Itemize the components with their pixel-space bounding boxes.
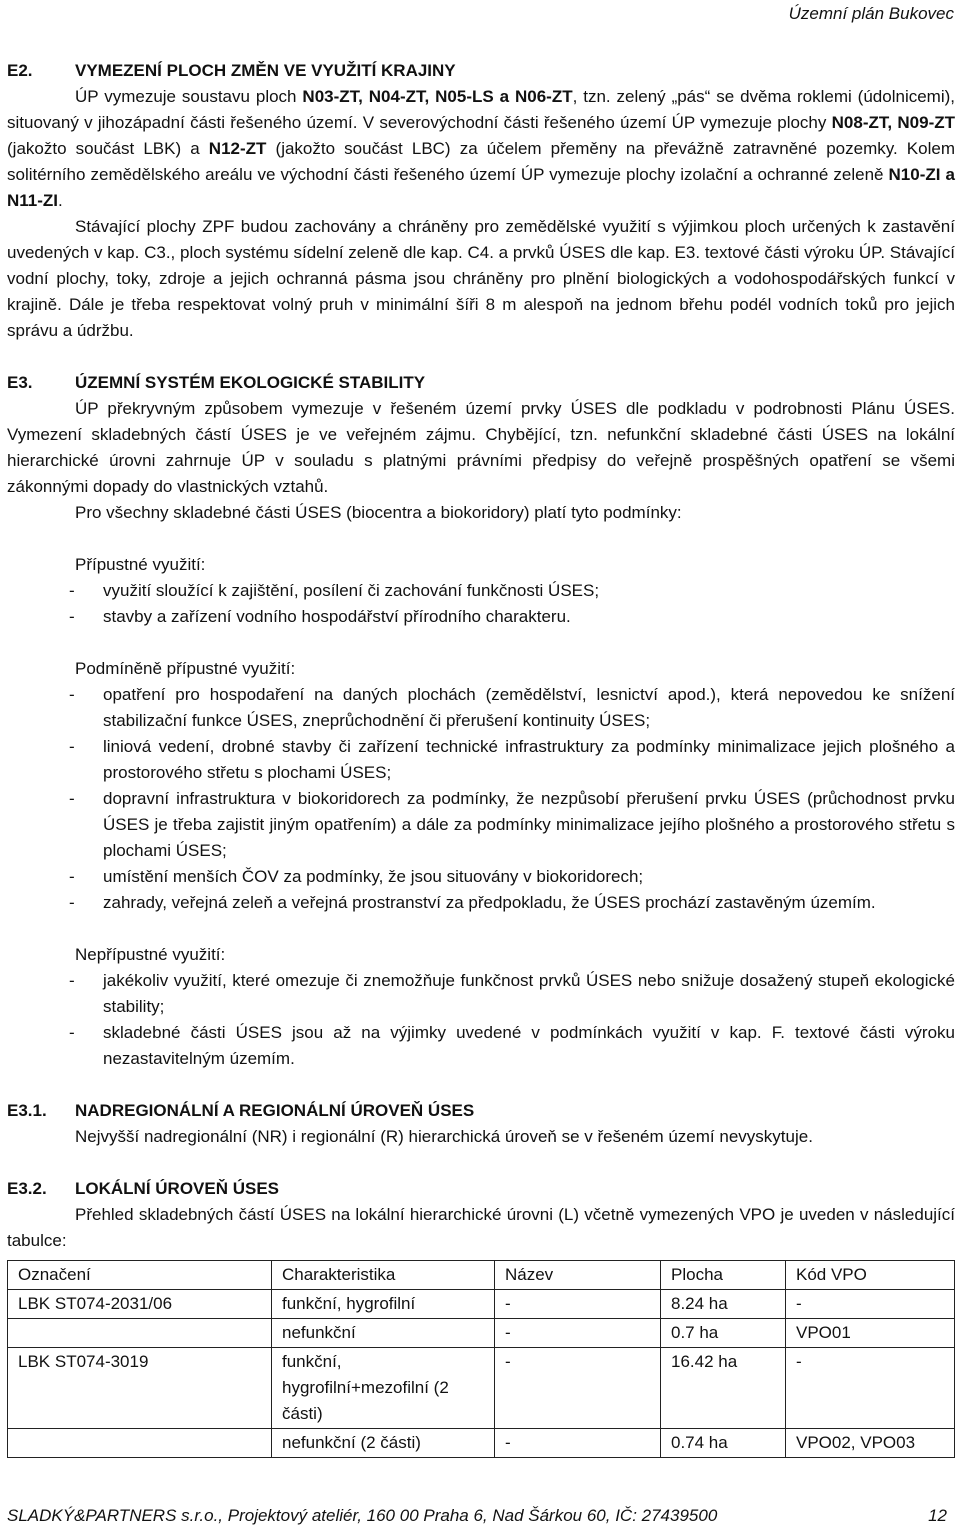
e2-paragraph-2: Stávající plochy ZPF budou zachovány a chráněny pro zemědělské využití s výjimkou ploch určených k zastavění uvedených v kap. C3., ploch systému sídelní zeleně dle kap. C4. a prvků ÚSES dle kap. E3. textové části výroku ÚP. Stávající vodní plochy, toky, zdroje a jejich ochranná pásma jsou chráněny pro plnění biologických a vodohospodářských funkcí v krajině. Dále je třeba respektovat volný pruh v minimální šíři 8 m alespoň na jednom břehu podél vodních toků pro jejich správu a údržbu.	[7, 217, 955, 340]
e31-paragraph: Nejvyšší nadregionální (NR) i regionální (R) hierarchická úroveň se v řešeném území nevyskytuje.	[75, 1127, 813, 1146]
table-cell: -	[786, 1348, 955, 1429]
table-cell: nefunkční	[272, 1319, 495, 1348]
bold-plot-codes: N03-ZT, N04-ZT, N05-LS a N06-ZT	[302, 87, 573, 106]
section-number: E3.2.	[7, 1179, 47, 1198]
section-heading-e32	[7, 1176, 955, 1202]
list-item: - skladebné části ÚSES jsou až na výjimky uvedené v podmínkách využití v kap. F. textové části výroku nezastavitelným územím.	[69, 1023, 955, 1068]
text-segment: , tzn. zelený „pás“ se dvěma roklemi (údolnicemi), situovaný v jihozápadní části řešeného území. V severovýchodní části řešeného území ÚP vymezuje plochy	[7, 87, 955, 132]
list-item: - opatření pro hospodaření na daných plochách (zemědělství, lesnictví apod.), která nepovedou ke snížení stabilizační funkce ÚSES, zneprůchodnění či přerušení kontinuity ÚSES;	[69, 685, 955, 730]
column-header: Charakteristika	[272, 1261, 495, 1290]
section-heading-e2	[7, 58, 955, 84]
section-number: E3.1.	[7, 1101, 47, 1120]
table-cell: -	[495, 1348, 661, 1429]
column-header: Kód VPO	[786, 1261, 955, 1290]
page-body	[7, 58, 955, 1458]
table-row	[8, 1290, 955, 1319]
list-item: - jakékoliv využití, které omezuje či znemožňuje funkčnost prvků ÚSES nebo snižuje dosažený stupeň ekologické stability;	[69, 971, 955, 1016]
bold-plot-codes: N08-ZT, N09-ZT	[831, 113, 955, 132]
text-segment: (jakožto součást LBC) za účelem přeměny na převážně zatravněné pozemky. Kolem solitérního zemědělského areálu ve východní části řešeného území ÚP vymezuje plochy izolační a ochranné zeleně	[7, 139, 955, 184]
table-cell: 8.24 ha	[661, 1290, 786, 1319]
table-cell: funkční, hygrofilní	[272, 1290, 495, 1319]
bold-plot-codes: N12-ZT	[208, 139, 267, 158]
section-title: LOKÁLNÍ ÚROVEŇ ÚSES	[75, 1179, 280, 1198]
column-header: Plocha	[661, 1261, 786, 1290]
e32-paragraph: Přehled skladebných částí ÚSES na lokální hierarchické úrovni (L) včetně vymezených VPO je uveden v následující tabulce:	[7, 1205, 955, 1250]
table-cell: 0.74 ha	[661, 1429, 786, 1458]
list-item: - zahrady, veřejná zeleň a veřejná prostranství za předpokladu, že ÚSES prochází zastavěným územím.	[69, 893, 876, 912]
table-cell: 16.42 ha	[661, 1348, 786, 1429]
table-cell: LBK ST074-3019	[8, 1348, 272, 1429]
section-heading-e31	[7, 1098, 955, 1124]
section-number: E2.	[7, 61, 33, 80]
footer-text: SLADKÝ&PARTNERS s.r.o., Projektový ateliér, 160 00 Praha 6, Nad Šárkou 60, IČ: 27439500	[7, 1506, 718, 1525]
e3-paragraph-2: Pro všechny skladebné části ÚSES (biocentra a biokoridory) platí tyto podmínky:	[75, 503, 682, 522]
list-item: - stavby a zařízení vodního hospodářství přírodního charakteru.	[69, 607, 571, 626]
section-title: NADREGIONÁLNÍ A REGIONÁLNÍ ÚROVEŇ ÚSES	[75, 1101, 475, 1120]
nepripustne-heading: Nepřípustné využití:	[75, 945, 226, 964]
list-item: - liniová vedení, drobné stavby či zařízení technické infrastruktury za podmínky minimalizace jejich plošného a prostorového střetu s plochami ÚSES;	[69, 737, 955, 782]
table-cell: 0.7 ha	[661, 1319, 786, 1348]
e2-paragraph-1	[7, 84, 955, 214]
table-cell: funkční, hygrofilní+mezofilní (2 části)	[272, 1348, 495, 1429]
section-title: ÚZEMNÍ SYSTÉM EKOLOGICKÉ STABILITY	[75, 373, 426, 392]
table-cell: VPO01	[786, 1319, 955, 1348]
pripustne-list	[7, 578, 955, 630]
table-cell: LBK ST074-2031/06	[8, 1290, 272, 1319]
uses-table	[7, 1260, 955, 1458]
table-cell: -	[495, 1290, 661, 1319]
nepripustne-list	[7, 968, 955, 1072]
section-title: VYMEZENÍ PLOCH ZMĚN VE VYUŽITÍ KRAJINY	[75, 61, 456, 80]
footer	[7, 1506, 947, 1526]
table-cell	[8, 1319, 272, 1348]
section-number: E3.	[7, 373, 33, 392]
list-item: - umístění menších ČOV za podmínky, že jsou situovány v biokoridorech;	[69, 867, 644, 886]
podminene-list	[7, 682, 955, 916]
table-cell: -	[495, 1429, 661, 1458]
pripustne-heading: Přípustné využití:	[75, 555, 206, 574]
list-item: - využití sloužící k zajištění, posílení či zachování funkčnosti ÚSES;	[69, 581, 600, 600]
table-cell: nefunkční (2 části)	[272, 1429, 495, 1458]
bold-plot-codes: N10-ZI a N11-ZI	[7, 165, 955, 210]
table-cell	[8, 1429, 272, 1458]
page-number: 12	[928, 1506, 947, 1525]
e3-paragraph-1: ÚP překryvným způsobem vymezuje v řešeném území prvky ÚSES dle podkladu v podrobnosti Plánu ÚSES. Vymezení skladebných částí ÚSES je ve veřejném zájmu. Chybějící, tzn. nefunkční skladebné části ÚSES na lokální hierarchické úrovni zahrnuje ÚP v souladu s platnými právními předpisy do veřejně prospěšných opatření se všemi zákonnými dopady do vlastnických vztahů.	[7, 399, 955, 496]
table-cell: VPO02, VPO03	[786, 1429, 955, 1458]
table-row	[8, 1429, 955, 1458]
table-cell: -	[495, 1319, 661, 1348]
table-row	[8, 1348, 955, 1429]
column-header: Označení	[8, 1261, 272, 1290]
table-header-row	[8, 1261, 955, 1290]
column-header: Název	[495, 1261, 661, 1290]
text-segment: (jakožto součást LBK) a	[7, 139, 209, 158]
list-item: - dopravní infrastruktura v biokoridorech za podmínky, že nezpůsobí přerušení prvku ÚSES (průchodnost prvku ÚSES je třeba zajistit jiným opatřením) a dále za podmínky minimalizace jejího plošného a prostorového střetu s plochami ÚSES;	[69, 789, 955, 860]
table-row	[8, 1319, 955, 1348]
text-segment: ÚP vymezuje soustavu ploch	[75, 87, 303, 106]
podminene-heading: Podmíněně přípustné využití:	[75, 659, 296, 678]
section-heading-e3	[7, 370, 955, 396]
text-segment: .	[58, 191, 63, 210]
header-title: Územní plán Bukovec	[788, 4, 954, 23]
table-cell: -	[786, 1290, 955, 1319]
